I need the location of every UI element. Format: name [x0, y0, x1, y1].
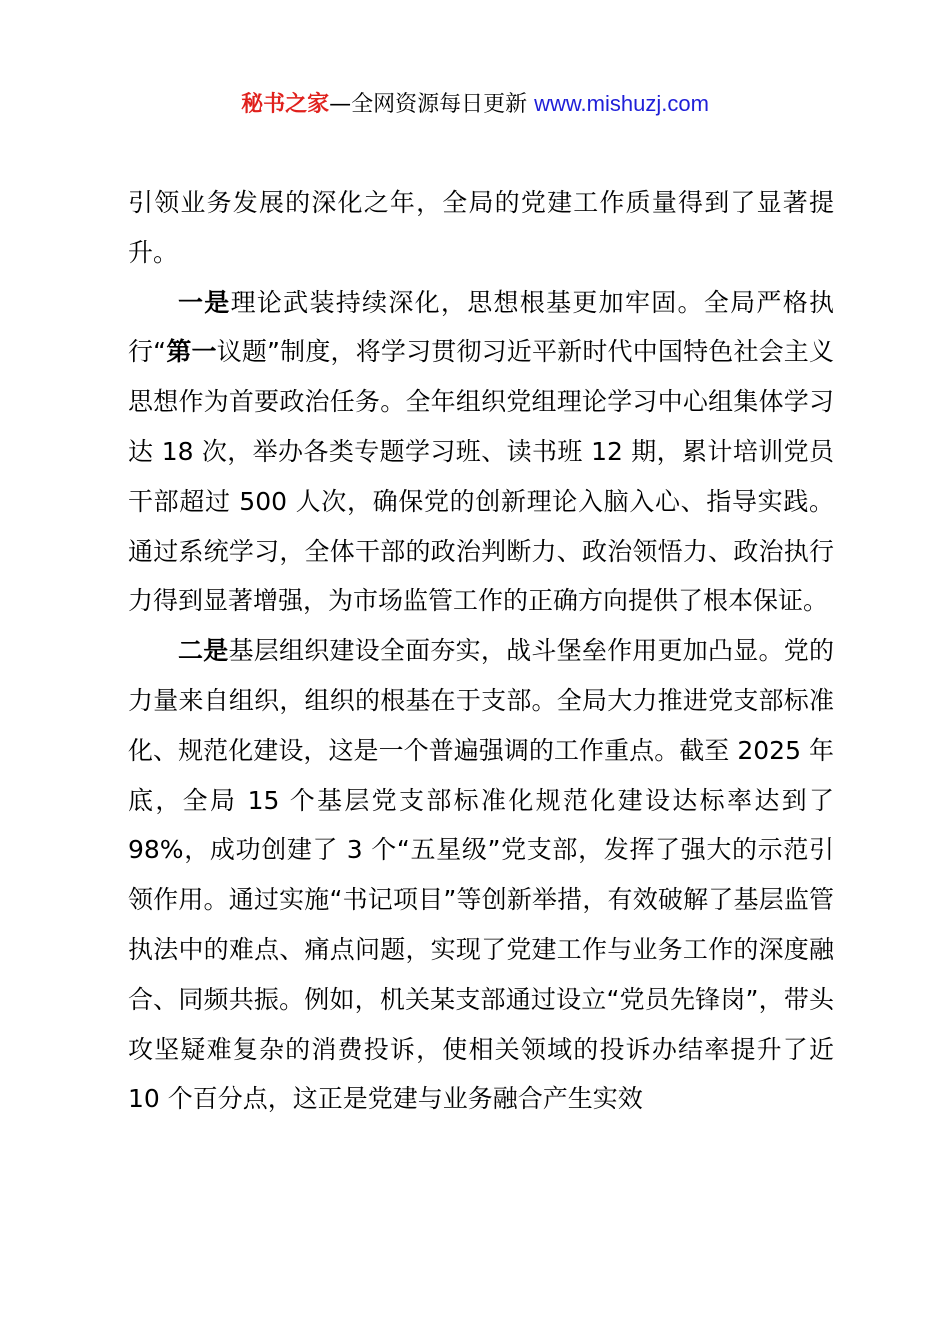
- paragraph-second-point: [128, 626, 834, 1124]
- paragraph-continuation: 引领业务发展的深化之年，全局的党建工作质量得到了显著提升。: [128, 188, 834, 267]
- paragraph-first-point: [128, 278, 834, 627]
- paragraph-bold-term: 第一: [166, 337, 217, 367]
- header-brand: 秘书之家: [241, 92, 330, 117]
- paragraph-lead-two: 二是: [178, 636, 229, 666]
- paragraph-lead-one: 一是: [178, 287, 231, 317]
- watermark-header: [0, 88, 950, 121]
- header-tagline: —全网资源每日更新: [329, 92, 535, 117]
- paragraph-text: 基层组织建设全面夯实，战斗堡垒作用更加凸显。党的力量来自组织，组织的根基在于支部。全局大力推进党支部标准化、规范化建设，这是一个普遍强调的工作重点。截至 2025 年底，全局 15 个基层党支部标准化规范化建设达标率达到了 98%，成功创建了 3 个“五星级”党支部，发挥了强大的示范引领作用。通过实施“书记项目”等创新举措，有效破解了基层监管执法中的难点、痛点问题，实现了党建工作与业务工作的深度融合、同频共振。例如，机关某支部通过设立“党员先锋岗”，带头攻坚疑难复杂的消费投诉，使相关领域的投诉办结率提升了近 10 个百分点，这正是党建与业务融合产生实效: [128, 636, 834, 1114]
- paragraph-text: 议题”制度，将学习贯彻习近平新时代中国特色社会主义思想作为首要政治任务。全年组织党组理论学习中心组集体学习达 18 次，举办各类专题学习班、读书班 12 期，累计培训党员干部超过 500 人次，确保党的创新理论入脑入心、指导实践。通过系统学习，全体干部的政治判断力、政治领悟力、政治执行力得到显著增强，为市场监管工作的正确方向提供了根本保证。: [128, 337, 834, 616]
- document-body: [128, 178, 834, 1124]
- paragraph-text: 理论武装持续深化，思想根基更加牢固。全局严格执行“: [128, 287, 834, 367]
- header-url-link[interactable]: www.mishuzj.com: [534, 91, 709, 116]
